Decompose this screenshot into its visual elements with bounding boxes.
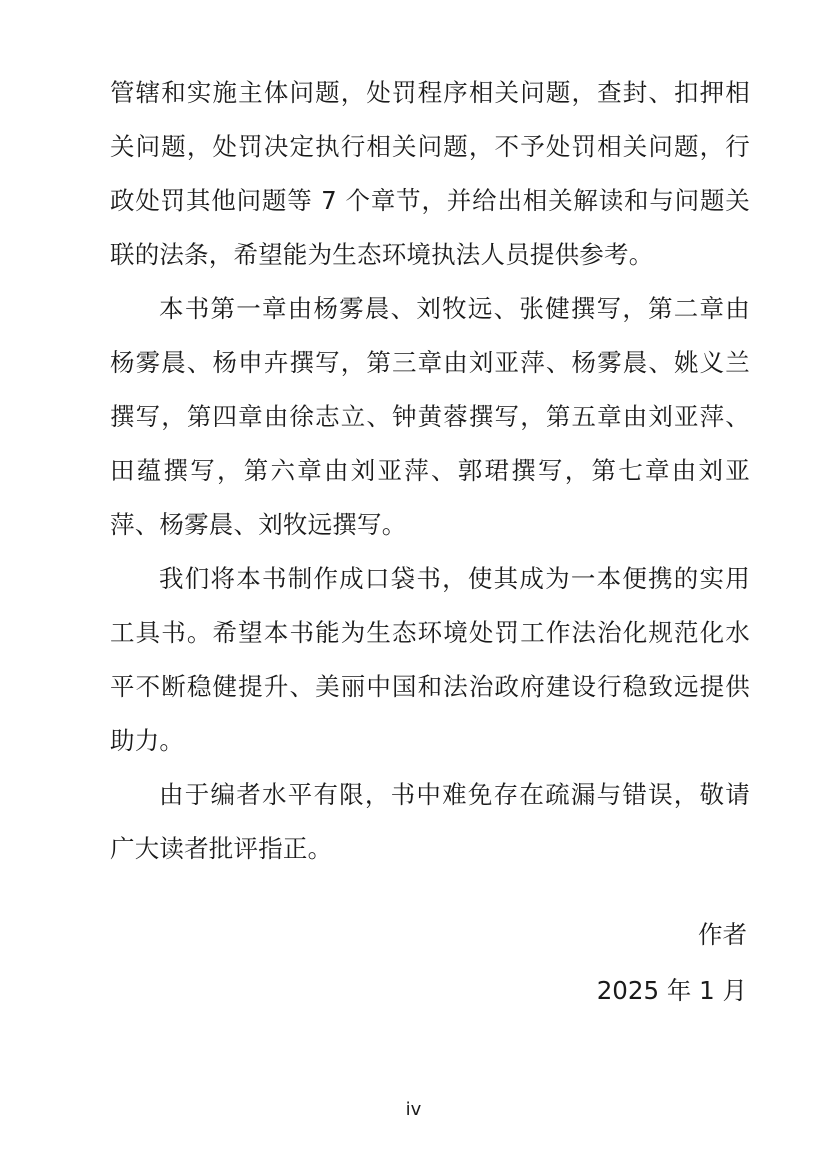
- paragraph-authors: 本书第一章由杨雾晨、刘牧远、张健撰写，第二章由杨雾晨、杨申卉撰写，第三章由刘亚萍、杨雾晨、姚义兰撰写，第四章由徐志立、钟黄蓉撰写，第五章由刘亚萍、田蕴撰写，第六章由刘亚萍、郭珺撰写，第七章由刘亚萍、杨雾晨、刘牧远撰写。: [110, 294, 750, 539]
- paragraph-pocket-book: 我们将本书制作成口袋书，使其成为一本便携的实用工具书。希望本书能为生态环境处罚工作法治化规范化水平不断稳健提升、美丽中国和法治政府建设行稳致远提供助力。: [110, 564, 750, 755]
- paragraph-disclaimer: 由于编者水平有限，书中难免存在疏漏与错误，敬请广大读者批评指正。: [110, 780, 750, 863]
- body-text: [110, 66, 750, 876]
- signature-author: 作者: [698, 920, 747, 949]
- page-number: iv: [405, 1099, 422, 1120]
- signature-date: 2025 年 1 月: [596, 976, 747, 1005]
- paragraph-continued: 管辖和实施主体问题，处罚程序相关问题，查封、扣押相关问题，处罚决定执行相关问题，不予处罚相关问题，行政处罚其他问题等 7 个章节，并给出相关解读和与问题关联的法条，希望能为生态环境执法人员提供参考。: [110, 78, 750, 269]
